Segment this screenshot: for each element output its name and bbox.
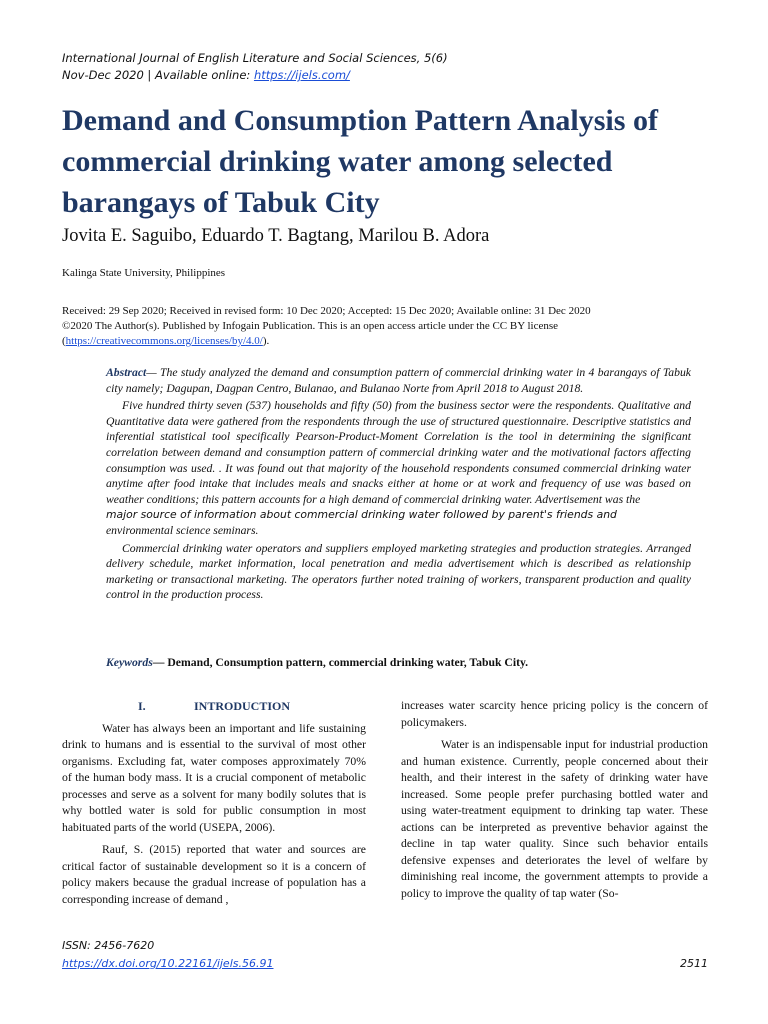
doi-link[interactable]: https://dx.doi.org/10.22161/ijels.56.91 xyxy=(62,957,274,970)
license-paren-open: ( xyxy=(62,335,66,347)
section-number: I. xyxy=(137,699,146,713)
abstract-text-1: — The study analyzed the demand and consumption pattern of commercial drinking water in 4 barangays of Tabuk city namely; Dagupan, Dagpan Centro, Bulanao, and Bulanao Norte from April 2018 to August 2018. xyxy=(106,366,691,395)
intro-paragraph-3: increases water scarcity hence pricing policy is the concern of policymakers. xyxy=(401,699,708,729)
abstract-block xyxy=(106,365,691,603)
license-statement: ©2020 The Author(s). Published by Infogain Publication. This is an open access article under the CC BY license xyxy=(62,320,559,332)
license-link-line xyxy=(62,334,710,349)
keywords-text: — Demand, Consumption pattern, commercial drinking water, Tabuk City. xyxy=(152,656,529,669)
abstract-text-2-alt-font: major source of information about commercial drinking water followed by parent's friends and xyxy=(106,508,617,522)
publication-history xyxy=(62,304,710,349)
intro-paragraph-1: Water has always been an important and life sustaining drink to humans and is essential to the survival of most other organisms. Excluding fat, water composes approximately 70% of the human body mass. It is a crucial component of metabolic processes and serve as a solvent for many bodily solutes that is why bottled water is sold for public consumption in most habituated parts of the world (USEPA, 2006). xyxy=(62,721,366,834)
abstract-text-2-end: environmental science seminars. xyxy=(106,523,259,537)
abstract-paragraph-1 xyxy=(106,365,691,396)
intro-paragraph-4: Water is an indispensable input for industrial production and human existence. Currently, people concerned about their health, and their interest in the safety of drinking water have increased. Some people prefer purchasing bottled water and using water-treatment equipment to drinking tap water. These actions can be interpreted as preventive behavior against the decline in tap water quality. Since such behavior entails defensive expenses and deteriorates the level of welfare by diminishing real income, the government attempts to provide a policy to improve the quality of tap water (So- xyxy=(401,738,708,900)
doi-line xyxy=(62,955,708,973)
keywords-label: Keywords xyxy=(106,656,153,669)
body-column-left xyxy=(62,698,366,908)
intro-paragraph-2: Rauf, S. (2015) reported that water and sources are critical factor of sustainable development so it is a concern of policy makers because the gradual increase of population has a corresponding increase of demand , xyxy=(62,843,366,906)
abstract-paragraph-3: Commercial drinking water operators and suppliers employed marketing strategies and production strategies. Arranged delivery schedule, market information, local penetration and media advertisement which is described as relationship marketing or transactional marketing. The operators further noted training of workers, transparent production and quality control in the production process. xyxy=(106,541,691,602)
keywords-line xyxy=(106,655,691,671)
abstract-text-2: Five hundred thirty seven (537) households and fifty (50) from the business sector were the respondents. Qualitative and Quantitative data were gathered from the respondents through the use of structured questionnaire. Descriptive statistics and inferential statistical tool specifically Pearson-Product-Moment Correlation is the tool in determining the significant correlation between demand and consumption pattern of commercial drinking water and the motivational factors affecting consumption was used. . It was found out that majority of the household respondents consumed commercial drinking water anytime after food intake that includes meals and snacks either at home or at work and frequency of use was based on weather conditions; this pattern accounts for a high demand of commercial drinking water. Advertisement was the xyxy=(106,399,691,506)
body-column-right xyxy=(401,698,708,902)
affiliation: Kalinga State University, Philippines xyxy=(62,267,226,279)
page-footer xyxy=(62,937,708,973)
license-paren-close: ). xyxy=(262,335,270,347)
author-list: Jovita E. Saguibo, Eduardo T. Bagtang, Marilou B. Adora xyxy=(62,226,490,246)
journal-citation: International Journal of English Literature and Social Sciences, 5(6) xyxy=(62,51,448,65)
journal-issue-line xyxy=(62,67,702,84)
received-dates: Received: 29 Sep 2020; Received in revised form: 10 Dec 2020; Accepted: 15 Dec 2020; Available online: 31 Dec 2020 xyxy=(62,305,591,317)
journal-header xyxy=(62,50,702,84)
section-title: INTRODUCTION xyxy=(193,699,290,713)
paper-title: Demand and Consumption Pattern Analysis of commercial drinking water among selected barangays of Tabuk City xyxy=(62,104,658,219)
issue-prefix: Nov-Dec 2020 | Available online: xyxy=(62,68,254,82)
license-link[interactable]: https://creativecommons.org/licenses/by/4.0/ xyxy=(65,335,263,347)
abstract-paragraph-2 xyxy=(106,398,691,538)
abstract-label: Abstract xyxy=(106,366,147,379)
section-heading-introduction xyxy=(62,698,366,715)
issn: ISSN: 2456-7620 xyxy=(62,939,155,952)
journal-website-link[interactable]: https://ijels.com/ xyxy=(253,68,350,82)
page-number: 2511 xyxy=(680,957,708,970)
